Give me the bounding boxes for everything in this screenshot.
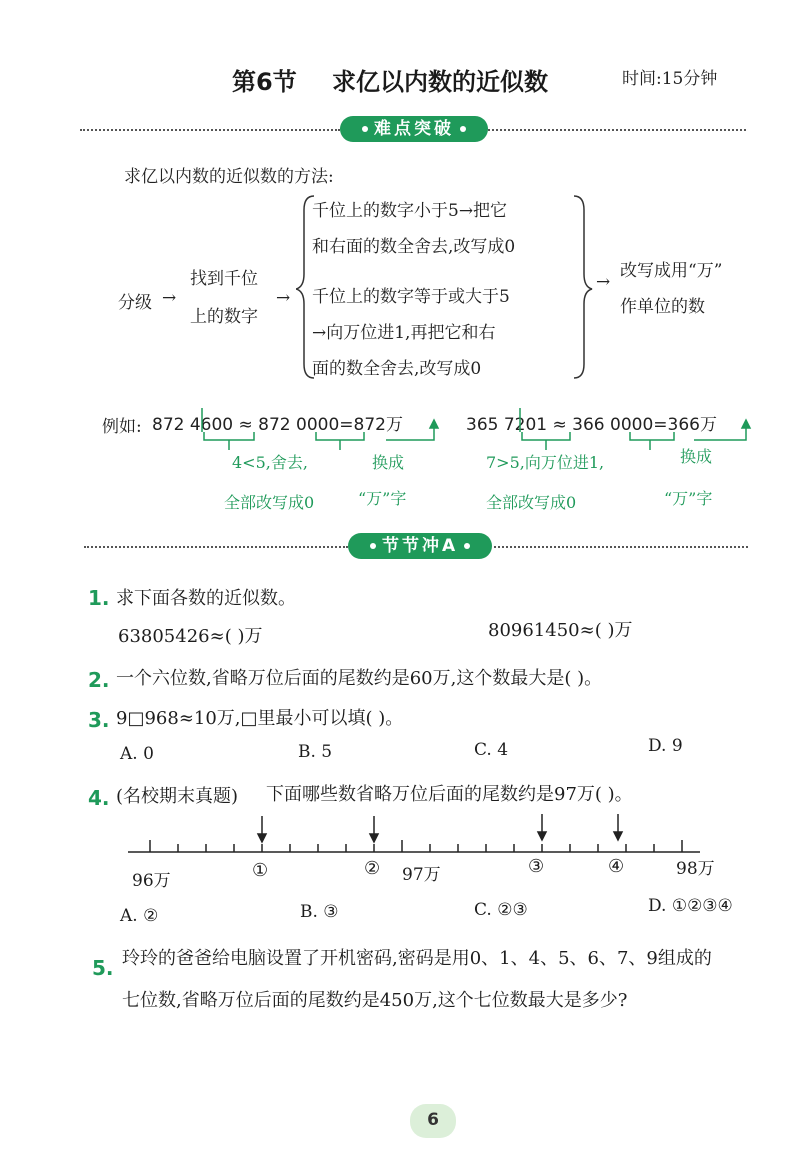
question-1-blank-b[interactable]: 80961450≈( )万 <box>488 620 633 641</box>
axis-label-96: 96万 <box>132 871 171 891</box>
axis-label-98: 98万 <box>676 859 715 879</box>
option-a[interactable]: A. 0 <box>120 744 154 764</box>
practice-badge: 节节冲A <box>348 533 492 559</box>
page-title: 求亿以内数的近似数 <box>332 68 548 96</box>
arrow-icon: → <box>162 288 177 308</box>
option-d[interactable]: D. 9 <box>648 736 683 756</box>
divider-left <box>84 546 348 548</box>
question-1-blank-a[interactable]: 63805426≈( )万 <box>118 626 263 647</box>
marker-3: ③ <box>528 856 545 877</box>
result-line2: 作单位的数 <box>620 297 705 317</box>
question-4-text[interactable]: 下面哪些数省略万位后面的尾数约是97万( )。 <box>266 784 633 805</box>
step-find-line1: 找到千位 <box>190 269 258 289</box>
annotation-1c: 全部改写成0 <box>224 493 315 512</box>
question-2-text[interactable]: 一个六位数,省略万位后面的尾数约是60万,这个数最大是( )。 <box>116 668 603 689</box>
annotation-1a: 4<5,舍去, <box>232 453 308 472</box>
divider-right <box>488 129 746 131</box>
example-annotation-lines <box>190 404 760 454</box>
example-1: 872 4600 ≈ 872 0000=872万 <box>152 415 403 435</box>
case1-line2: 和右面的数全舍去,改写成0 <box>312 237 516 257</box>
number-line <box>120 812 720 862</box>
question-4-tag: (名校期末真题) <box>116 786 239 807</box>
annotation-2c: 全部改写成0 <box>486 493 577 512</box>
divider-right <box>494 546 748 548</box>
marker-1: ① <box>252 860 269 881</box>
step-find-line2: 上的数字 <box>190 307 258 327</box>
case2-line3: 面的数全舍去,改写成0 <box>312 359 482 379</box>
result-line1: 改写成用“万” <box>620 261 723 281</box>
annotation-1b: 换成 <box>372 453 405 472</box>
annotation-2d: “万”字 <box>664 489 713 508</box>
case2-line1: 千位上的数字等于或大于5 <box>312 287 510 307</box>
question-1-text: 求下面各数的近似数。 <box>116 588 296 609</box>
question-number-3: 3. <box>88 708 110 732</box>
annotation-2b: 换成 <box>680 447 713 466</box>
case1-line1: 千位上的数字小于5→把它 <box>312 201 508 221</box>
option-a[interactable]: A. ② <box>120 906 159 926</box>
method-intro: 求亿以内数的近似数的方法: <box>124 167 334 187</box>
page-number: 6 <box>427 1110 439 1130</box>
difficulty-badge: 难点突破 <box>340 116 488 142</box>
option-c[interactable]: C. ②③ <box>474 900 528 920</box>
arrow-icon: → <box>596 272 611 292</box>
question-5-line1: 玲玲的爸爸给电脑设置了开机密码,密码是用0、1、4、5、6、7、9组成的 <box>122 948 712 969</box>
marker-2: ② <box>364 858 381 879</box>
question-5-line2: 七位数,省略万位后面的尾数约是450万,这个七位数最大是多少? <box>122 990 628 1011</box>
annotation-1d: “万”字 <box>358 489 407 508</box>
time-limit: 时间:15分钟 <box>622 69 718 89</box>
step-group: 分级 <box>118 293 152 313</box>
option-b[interactable]: B. ③ <box>300 902 339 922</box>
case2-line2: →向万位进1,再把它和右 <box>312 323 496 343</box>
question-number-2: 2. <box>88 668 110 692</box>
axis-label-97: 97万 <box>402 865 441 885</box>
marker-4: ④ <box>608 856 625 877</box>
divider-left <box>80 129 340 131</box>
question-3-text[interactable]: 9□968≈10万,□里最小可以填( )。 <box>116 708 404 729</box>
example-label: 例如: <box>102 417 142 437</box>
arrow-icon: → <box>276 288 291 308</box>
option-d[interactable]: D. ①②③④ <box>648 896 733 916</box>
option-c[interactable]: C. 4 <box>474 740 509 760</box>
question-number-5: 5. <box>92 956 114 980</box>
page-number-badge <box>410 1104 456 1138</box>
option-b[interactable]: B. 5 <box>298 742 333 762</box>
question-number-1: 1. <box>88 586 110 610</box>
section-number: 第6节 <box>232 68 297 96</box>
example-2: 365 7201 ≈ 366 0000=366万 <box>466 415 717 435</box>
annotation-2a: 7>5,向万位进1, <box>486 453 605 472</box>
question-number-4: 4. <box>88 786 110 810</box>
